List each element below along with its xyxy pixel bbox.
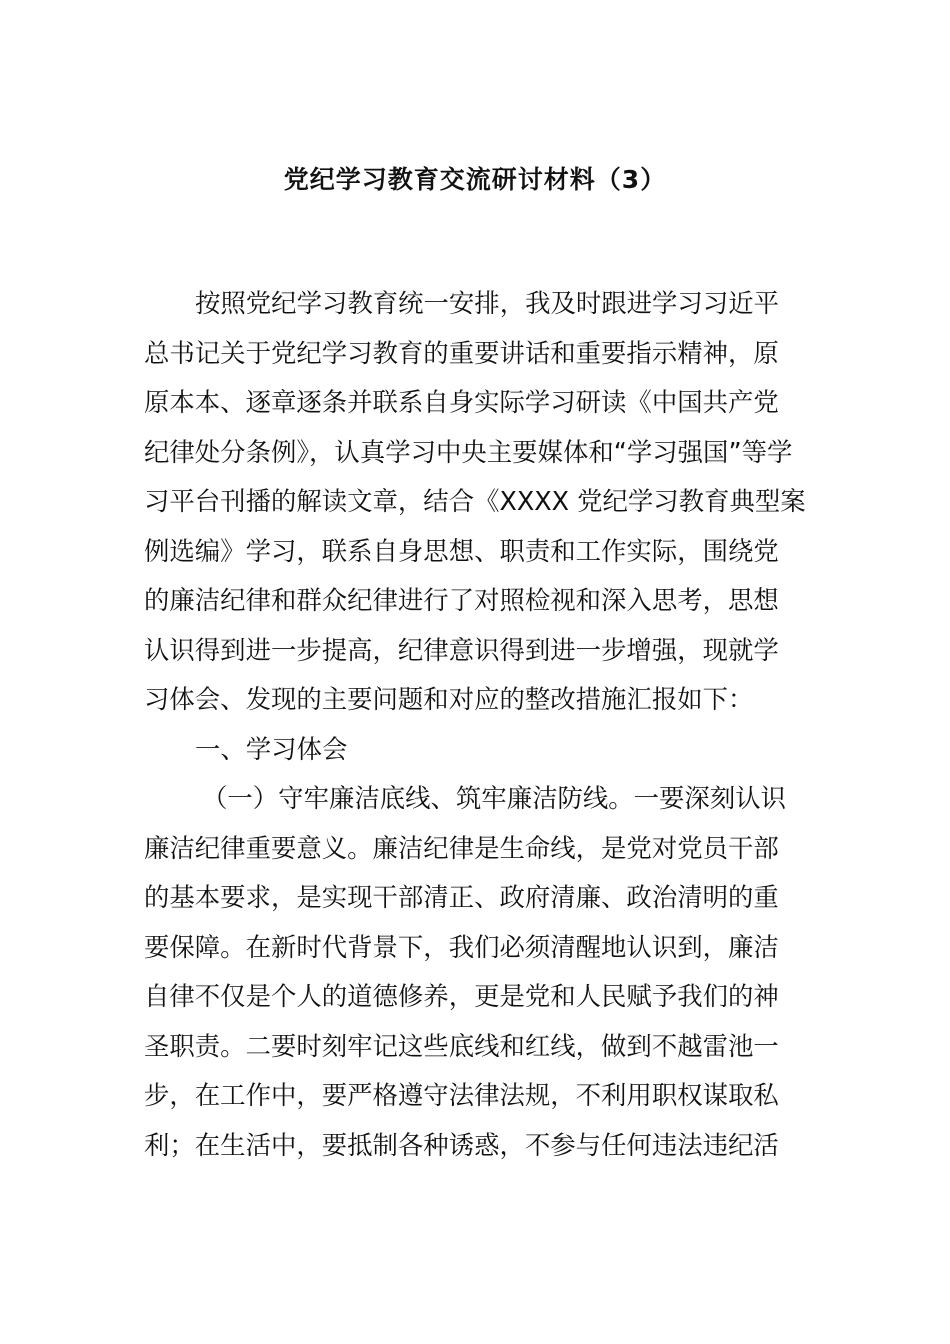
paragraph-line: 按照党纪学习教育统一安排，我及时跟进学习习近平 bbox=[195, 288, 779, 318]
paragraph-line: 习体会、发现的主要问题和对应的整改措施汇报如下： bbox=[144, 684, 754, 714]
paragraph-line: 的基本要求，是实现干部清正、政府清廉、政治清明的重 bbox=[144, 882, 779, 912]
paragraph-line: 要保障。在新时代背景下，我们必须清醒地认识到，廉洁 bbox=[144, 931, 779, 962]
paragraph-line: 原本本、逐章逐条并联系自身实际学习研读《中国共产党 bbox=[144, 387, 779, 417]
paragraph-line: 习平台刊播的解读文章，结合《XXXX 党纪学习教育典型案 bbox=[144, 486, 806, 516]
document-title: 党纪学习教育交流研讨材料（3） bbox=[283, 165, 667, 194]
paragraph-line: 圣职责。二要时刻牢记这些底线和红线，做到不越雷池一 bbox=[144, 1030, 779, 1061]
paragraph-line: 利；在生活中，要抵制各种诱惑，不参与任何违法违纪活 bbox=[144, 1129, 779, 1160]
paragraph-line: （一）守牢廉洁底线、筑牢廉洁防线。一要深刻认识 bbox=[202, 783, 786, 813]
paragraph-line: 步，在工作中，要严格遵守法律法规，不利用职权谋取私 bbox=[144, 1080, 779, 1110]
paragraph-line: 认识得到进一步提高，纪律意识得到进一步增强，现就学 bbox=[144, 634, 779, 665]
paragraph-line: 自律不仅是个人的道德修养，更是党和人民赋予我们的神 bbox=[144, 981, 779, 1011]
paragraph-line: 廉洁纪律重要意义。廉洁纪律是生命线，是党对党员干部 bbox=[144, 832, 779, 863]
paragraph-line: 纪律处分条例》，认真学习中央主要媒体和“学习强国”等学 bbox=[144, 436, 793, 467]
paragraph-line: 的廉洁纪律和群众纪律进行了对照检视和深入思考，思想 bbox=[144, 585, 779, 615]
paragraph-line: 例选编》学习，联系自身思想、职责和工作实际，围绕党 bbox=[144, 535, 779, 566]
paragraph-line: 总书记关于党纪学习教育的重要讲话和重要指示精神，原 bbox=[144, 337, 779, 368]
document-body bbox=[144, 279, 806, 1170]
section-heading: 一、学习体会 bbox=[195, 733, 348, 764]
